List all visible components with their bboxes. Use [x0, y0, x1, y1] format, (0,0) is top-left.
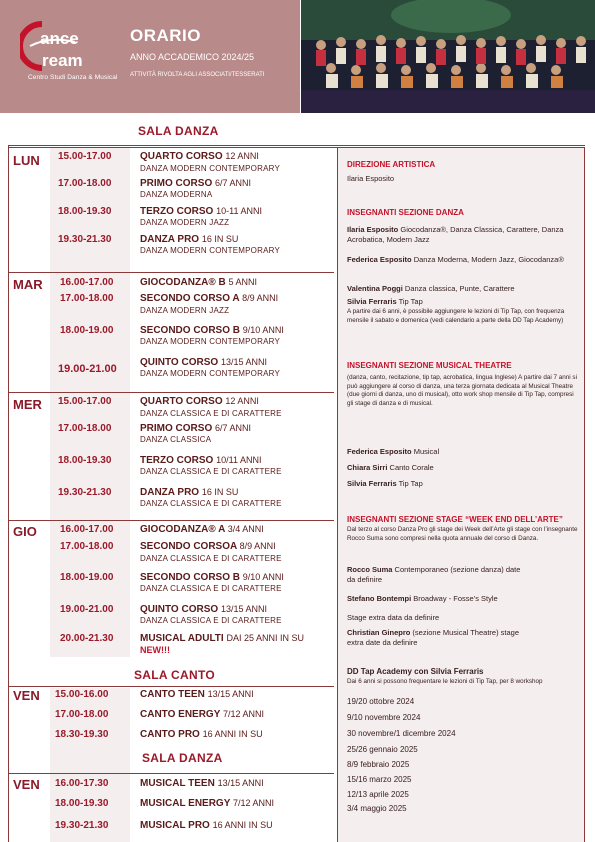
tap-date: 30 novembre/1 dicembre 2024 — [347, 729, 456, 738]
course-name: QUINTO CORSO 13/15 ANNI — [140, 357, 267, 368]
danza-teachers-heading: INSEGNANTI SEZIONE DANZA — [347, 208, 464, 217]
course-style: DANZA CLASSICA E DI CARATTERE — [140, 554, 282, 563]
course-style: DANZA MODERNA — [140, 190, 213, 199]
tap-date: 19/20 ottobre 2024 — [347, 697, 415, 706]
day-ven-2: VEN — [13, 777, 40, 792]
course-style: DANZA MODERN JAZZ — [140, 306, 230, 315]
teacher-entry: Silvia Ferraris Tip Tap — [347, 297, 423, 306]
teacher-entry: Rocco Suma Contemporaneo (sezione danza) date da definire — [347, 565, 521, 584]
slot-time: 17.00-18.00 — [60, 293, 114, 304]
slot-time: 15.00-17.00 — [58, 151, 112, 162]
musical-teachers-heading: INSEGNANTI SEZIONE MUSICAL THEATRE — [347, 361, 512, 370]
header-band — [0, 0, 300, 113]
tap-academy-heading: DD Tap Academy con Silvia Ferraris — [347, 667, 484, 676]
course-name: SECONDO CORSOA 8/9 ANNI — [140, 541, 276, 552]
course-name: SECONDO CORSO B 9/10 ANNI — [140, 572, 284, 583]
course-style: DANZA CLASSICA E DI CARATTERE — [140, 409, 282, 418]
course-name: CANTO TEEN 13/15 ANNI — [140, 689, 254, 700]
tap-date: 15/16 marzo 2025 — [347, 775, 412, 784]
slot-time: 19.30-21.30 — [55, 820, 109, 831]
stage-note: Dal terzo al corso Danza Pro gli stage dei Week dell’Arte gli stage con l’insegnante Rocco Suma sono compresi nella quota annuale del corso di Danza. — [347, 526, 578, 542]
course-style: DANZA MODERN CONTEMPORARY — [140, 164, 280, 173]
slot-time: 17.00-18.00 — [55, 709, 109, 720]
slot-time: 19.00-21.00 — [60, 604, 114, 615]
divider — [8, 147, 585, 148]
course-name: GIOCODANZA® B 5 ANNI — [140, 277, 257, 288]
course-name: MUSICAL ADULTI DAI 25 ANNI IN SU — [140, 633, 305, 644]
teacher-entry: Stefano Bontempi Broadway - Fosse’s Style — [347, 594, 498, 603]
tap-note: Dai 6 anni si possono frequentare le lezioni di Tip Tap, per 8 workshop — [347, 678, 543, 685]
slot-time: 20.00-21.30 — [60, 633, 114, 644]
slot-time: 19.00-21.00 — [58, 363, 117, 375]
tiptap-note: A partire dai 6 anni, è possibile aggiungere le lezioni di Tip Tap, con frequenza mensile il sabato e domenica (vedi calendario a parte della DD Tap Academy) — [347, 308, 565, 324]
slot-time: 15.00-16.00 — [55, 689, 109, 700]
slot-time: 17.00-18.00 — [60, 541, 114, 552]
slot-time: 18.00-19.00 — [60, 572, 114, 583]
course-name: MUSICAL PRO 16 ANNI IN SU — [140, 820, 273, 831]
course-name: CANTO ENERGY 7/12 ANNI — [140, 709, 265, 720]
slot-time: 17.00-18.00 — [58, 423, 112, 434]
day-mar: MAR — [13, 277, 43, 292]
day-ven: VEN — [13, 688, 40, 703]
tap-date: 25/26 gennaio 2025 — [347, 745, 418, 754]
course-name: QUINTO CORSO 13/15 ANNI — [140, 604, 267, 615]
section-sala-danza-2: SALA DANZA — [142, 751, 223, 765]
course-name: PRIMO CORSO 6/7 ANNI — [140, 423, 252, 434]
direzione-name: Ilaria Esposito — [347, 174, 395, 183]
direzione-heading: DIREZIONE ARTISTICA — [347, 160, 436, 169]
group-photo — [301, 0, 595, 113]
course-style: DANZA CLASSICA E DI CARATTERE — [140, 499, 282, 508]
day-mer: MER — [13, 397, 42, 412]
day-lun: LUN — [13, 153, 40, 168]
divider — [8, 145, 585, 146]
slot-time: 16.00-17.00 — [60, 524, 114, 535]
teacher-entry: Federica Esposito Danza Moderna, Modern Jazz, Giocodanza® — [347, 255, 564, 264]
course-style: DANZA CLASSICA E DI CARATTERE — [140, 616, 282, 625]
course-name: DANZA PRO 16 IN SU — [140, 487, 239, 498]
slot-time: 18.30-19.30 — [55, 729, 109, 740]
divider — [8, 520, 334, 521]
slot-time: 15.00-17.00 — [58, 396, 112, 407]
course-name: TERZO CORSO 10/11 ANNI — [140, 455, 262, 466]
slot-time: 18.00-19.30 — [58, 206, 112, 217]
divider — [8, 686, 334, 687]
course-name: SECONDO CORSO A 8/9 ANNI — [140, 293, 279, 304]
page-subtitle: ANNO ACCADEMICO 2024/25 — [130, 52, 255, 62]
page-tagline: ATTIVITÀ RIVOLTA AGLI ASSOCIATI/TESSERATI — [130, 72, 265, 78]
tap-date: 12/13 aprile 2025 — [347, 790, 409, 799]
teacher-entry: Valentina Poggi Danza classica, Punte, Carattere — [347, 284, 515, 293]
slot-time: 18.00-19.00 — [60, 325, 114, 336]
course-name: TERZO CORSO 10-11 ANNI — [140, 206, 262, 217]
slot-time: 17.00-18.00 — [58, 178, 112, 189]
divider — [8, 272, 334, 273]
course-style: DANZA CLASSICA E DI CARATTERE — [140, 584, 282, 593]
tap-date: 9/10 novembre 2024 — [347, 713, 421, 722]
course-style: DANZA MODERN JAZZ — [140, 218, 230, 227]
svg-text:ream: ream — [42, 51, 83, 70]
course-style: DANZA MODERN CONTEMPORARY — [140, 369, 280, 378]
course-name: MUSICAL ENERGY 7/12 ANNI — [140, 798, 275, 809]
course-name: PRIMO CORSO 6/7 ANNI — [140, 178, 252, 189]
stage-teachers-heading: INSEGNANTI SEZIONE STAGE “WEEK END DELL’ARTE” — [347, 515, 563, 524]
slot-time: 16.00-17.00 — [60, 277, 114, 288]
teacher-entry: Chiara Sirri Canto Corale — [347, 463, 434, 472]
stage-dates: Stage extra data da definire — [347, 613, 440, 622]
teacher-entry: Silvia Ferraris Tip Tap — [347, 479, 423, 488]
course-style: DANZA MODERN CONTEMPORARY — [140, 246, 280, 255]
course-style: DANZA MODERN CONTEMPORARY — [140, 337, 280, 346]
slot-time: 18.00-19.30 — [58, 455, 112, 466]
teacher-entry: Federica Esposito Musical — [347, 447, 440, 456]
slot-time: 16.00-17.30 — [55, 778, 109, 789]
course-name: SECONDO CORSO B 9/10 ANNI — [140, 325, 284, 336]
section-sala-danza: SALA DANZA — [138, 124, 219, 138]
course-name: GIOCODANZA® A 3/4 ANNI — [140, 524, 264, 535]
course-name: QUARTO CORSO 12 ANNI — [140, 396, 259, 407]
day-gio: GIO — [13, 524, 37, 539]
divider — [8, 392, 334, 393]
section-sala-canto: SALA CANTO — [134, 668, 215, 682]
tap-date: 8/9 febbraio 2025 — [347, 760, 410, 769]
divider — [8, 773, 334, 774]
svg-text:ance: ance — [40, 29, 79, 48]
course-name: CANTO PRO 16 ANNI IN SU — [140, 729, 263, 740]
new-badge: NEW!!! — [140, 645, 170, 655]
teacher-entry: Christian Ginepro (sezione Musical Theatre) stage extra date da definire — [347, 628, 520, 647]
slot-time: 19.30-21.30 — [58, 487, 112, 498]
musical-note: (danza, canto, recitazione, tip tap, acrobatica, lingua Inglese) A partire dai 7 anni si può aggiungere al corso di danza, una terza giornata dedicata al Musical Theatre (due giorni di danza, uno di musical), otto work shop mensile di Tip Tap, compresi gli stage di danza e di musical. — [347, 374, 577, 407]
teacher-entry: Ilaria Esposito Giocodanza®, Danza Classica, Carattere, Danza Acrobatica, Modern Jazz — [347, 225, 564, 244]
left-border — [8, 145, 9, 842]
slot-time: 19.30-21.30 — [58, 234, 112, 245]
course-name: MUSICAL TEEN 13/15 ANNI — [140, 778, 264, 789]
course-name: QUARTO CORSO 12 ANNI — [140, 151, 259, 162]
course-style: DANZA CLASSICA E DI CARATTERE — [140, 467, 282, 476]
tap-date: 3/4 maggio 2025 — [347, 804, 407, 813]
course-name: DANZA PRO 16 IN SU — [140, 234, 239, 245]
dance-dream-logo — [20, 18, 120, 80]
page-title: ORARIO — [130, 26, 201, 45]
slot-time: 18.00-19.30 — [55, 798, 109, 809]
logo-subtitle: Centro Studi Danza & Musical — [28, 74, 118, 81]
course-style: DANZA CLASSICA — [140, 435, 212, 444]
